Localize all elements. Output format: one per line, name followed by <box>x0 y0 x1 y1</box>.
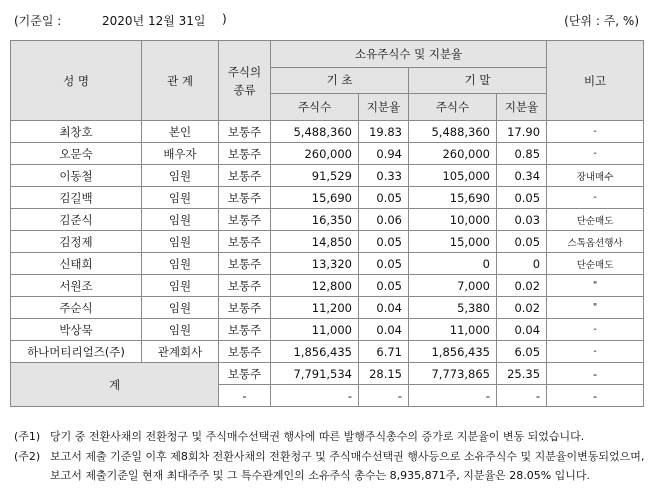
total2-begin-shares: - <box>271 385 359 407</box>
end-shares-cell: 1,856,435 <box>409 341 497 363</box>
name-cell: 김준식 <box>11 209 142 231</box>
total-kind: 보통주 <box>219 363 271 385</box>
begin-shares-cell: 15,690 <box>271 187 359 209</box>
name-cell: 박상묵 <box>11 319 142 341</box>
begin-shares-cell: 91,529 <box>271 165 359 187</box>
total-end-shares: 7,773,865 <box>409 363 497 385</box>
footnote-2-continued <box>14 467 590 483</box>
stock-kind-cell: 보통주 <box>219 275 271 297</box>
table-row <box>11 231 644 253</box>
begin-shares-cell: 12,800 <box>271 275 359 297</box>
note-cell: 장내매수 <box>547 165 644 187</box>
name-cell: 이동철 <box>11 165 142 187</box>
total-row <box>11 363 644 385</box>
name-cell: 오문숙 <box>11 143 142 165</box>
basis-date-close: ) <box>222 12 227 26</box>
total-begin-ratio: 28.15 <box>359 363 409 385</box>
begin-ratio-cell: 0.04 <box>359 297 409 319</box>
begin-shares-cell: 16,350 <box>271 209 359 231</box>
begin-ratio-cell: 0.05 <box>359 253 409 275</box>
table-row <box>11 275 644 297</box>
footnote-text: 보고서 제출 기준일 이후 제8회차 전환사채의 전환청구 및 주식매수선택권 행사등으로 소유주식수 및 지분율이변동되었으며, <box>50 450 645 463</box>
end-shares-cell: 260,000 <box>409 143 497 165</box>
begin-ratio-cell: 0.05 <box>359 187 409 209</box>
table-row <box>11 165 644 187</box>
footnote-text: 보고서 제출기준일 현재 최대주주 및 그 특수관계인의 소유주식 총수는 8,935,871주, 지분율은 28.05% 입니다. <box>50 469 591 482</box>
note-cell: - <box>547 187 644 209</box>
header-name: 성 명 <box>11 41 142 121</box>
end-ratio-cell: 17.90 <box>497 121 547 143</box>
header-begin: 기 초 <box>271 67 409 94</box>
note-cell: - <box>547 143 644 165</box>
begin-shares-cell: 13,320 <box>271 253 359 275</box>
stock-kind-cell: 보통주 <box>219 121 271 143</box>
stock-kind-cell: 보통주 <box>219 319 271 341</box>
end-shares-cell: 11,000 <box>409 319 497 341</box>
name-cell: 최창호 <box>11 121 142 143</box>
stock-kind-cell: 보통주 <box>219 187 271 209</box>
stock-kind-cell: 보통주 <box>219 231 271 253</box>
relation-cell: 관계회사 <box>142 341 219 363</box>
begin-shares-cell: 11,200 <box>271 297 359 319</box>
relation-cell: 본인 <box>142 121 219 143</box>
relation-cell: 임원 <box>142 319 219 341</box>
table-row <box>11 187 644 209</box>
begin-ratio-cell: 19.83 <box>359 121 409 143</box>
end-ratio-cell: 0.85 <box>497 143 547 165</box>
header-holdings: 소유주식수 및 지분율 <box>271 41 547 68</box>
header-end: 기 말 <box>409 67 547 94</box>
end-ratio-cell: 0.05 <box>497 187 547 209</box>
header-note: 비고 <box>547 41 644 121</box>
footnote-tag: (주2) <box>14 450 41 463</box>
end-shares-cell: 5,488,360 <box>409 121 497 143</box>
begin-shares-cell: 260,000 <box>271 143 359 165</box>
header-stock-kind: 주식의 종류 <box>219 41 271 121</box>
total2-end-ratio: - <box>497 385 547 407</box>
footnote-text: 당기 중 전환사채의 전환청구 및 주식매수선택권 행사에 따른 발행주식총수의 증가로 지분율이 변동 되었습니다. <box>50 430 585 443</box>
begin-shares-cell: 11,000 <box>271 319 359 341</box>
total-note: - <box>547 363 644 385</box>
end-shares-cell: 15,690 <box>409 187 497 209</box>
footnote-tag: (주1) <box>14 430 41 443</box>
begin-shares-cell: 14,850 <box>271 231 359 253</box>
table-row <box>11 253 644 275</box>
note-cell: 단순매도 <box>547 253 644 275</box>
unit-label: (단위 : 주, %) <box>564 14 639 28</box>
note-cell: " <box>547 297 644 319</box>
end-ratio-cell: 0.34 <box>497 165 547 187</box>
begin-ratio-cell: 0.04 <box>359 319 409 341</box>
end-shares-cell: 15,000 <box>409 231 497 253</box>
name-cell: 김길백 <box>11 187 142 209</box>
basis-date-value: 2020년 12월 31일 <box>102 14 206 28</box>
name-cell: 주순식 <box>11 297 142 319</box>
table-row <box>11 121 644 143</box>
end-shares-cell: 7,000 <box>409 275 497 297</box>
stock-kind-cell: 보통주 <box>219 253 271 275</box>
note-cell: - <box>547 121 644 143</box>
stock-kind-cell: 보통주 <box>219 165 271 187</box>
begin-ratio-cell: 0.05 <box>359 275 409 297</box>
begin-ratio-cell: 0.94 <box>359 143 409 165</box>
table-row <box>11 143 644 165</box>
relation-cell: 임원 <box>142 231 219 253</box>
begin-ratio-cell: 0.05 <box>359 231 409 253</box>
note-cell: 스톡옵션행사 <box>547 231 644 253</box>
end-shares-cell: 0 <box>409 253 497 275</box>
end-shares-cell: 5,380 <box>409 297 497 319</box>
relation-cell: 임원 <box>142 297 219 319</box>
table-row <box>11 297 644 319</box>
begin-ratio-cell: 6.71 <box>359 341 409 363</box>
note-cell: " <box>547 275 644 297</box>
note-cell: - <box>547 341 644 363</box>
header-begin-shares: 주식수 <box>271 94 359 121</box>
stock-kind-cell: 보통주 <box>219 143 271 165</box>
relation-cell: 배우자 <box>142 143 219 165</box>
stock-kind-cell: 보통주 <box>219 209 271 231</box>
relation-cell: 임원 <box>142 275 219 297</box>
header-begin-ratio: 지분율 <box>359 94 409 121</box>
name-cell: 서원조 <box>11 275 142 297</box>
table-row <box>11 319 644 341</box>
end-ratio-cell: 0.02 <box>497 297 547 319</box>
footnote-1 <box>14 428 584 444</box>
end-ratio-cell: 0.03 <box>497 209 547 231</box>
header-end-shares: 주식수 <box>409 94 497 121</box>
total2-note: - <box>547 385 644 407</box>
total-label: 계 <box>11 363 219 407</box>
end-ratio-cell: 0 <box>497 253 547 275</box>
table-row <box>11 209 644 231</box>
note-cell: 단순매도 <box>547 209 644 231</box>
total-end-ratio: 25.35 <box>497 363 547 385</box>
basis-date-label: (기준일 : <box>14 14 62 28</box>
stock-kind-cell: 보통주 <box>219 297 271 319</box>
name-cell: 하나머티리얼즈(주) <box>11 341 142 363</box>
total-begin-shares: 7,791,534 <box>271 363 359 385</box>
begin-shares-cell: 5,488,360 <box>271 121 359 143</box>
end-ratio-cell: 0.02 <box>497 275 547 297</box>
end-ratio-cell: 0.05 <box>497 231 547 253</box>
relation-cell: 임원 <box>142 209 219 231</box>
name-cell: 김정제 <box>11 231 142 253</box>
header-relation: 관 계 <box>142 41 219 121</box>
header-end-ratio: 지분율 <box>497 94 547 121</box>
footnote-2 <box>14 448 644 464</box>
stock-kind-cell: 보통주 <box>219 341 271 363</box>
end-ratio-cell: 0.04 <box>497 319 547 341</box>
end-ratio-cell: 6.05 <box>497 341 547 363</box>
begin-shares-cell: 1,856,435 <box>271 341 359 363</box>
name-cell: 신태희 <box>11 253 142 275</box>
relation-cell: 임원 <box>142 187 219 209</box>
relation-cell: 임원 <box>142 165 219 187</box>
relation-cell: 임원 <box>142 253 219 275</box>
begin-ratio-cell: 0.33 <box>359 165 409 187</box>
note-cell: - <box>547 319 644 341</box>
end-shares-cell: 105,000 <box>409 165 497 187</box>
begin-ratio-cell: 0.06 <box>359 209 409 231</box>
total2-begin-ratio: - <box>359 385 409 407</box>
end-shares-cell: 10,000 <box>409 209 497 231</box>
table-row <box>11 341 644 363</box>
total2-kind: - <box>219 385 271 407</box>
shareholding-table <box>10 40 644 407</box>
total2-end-shares: - <box>409 385 497 407</box>
